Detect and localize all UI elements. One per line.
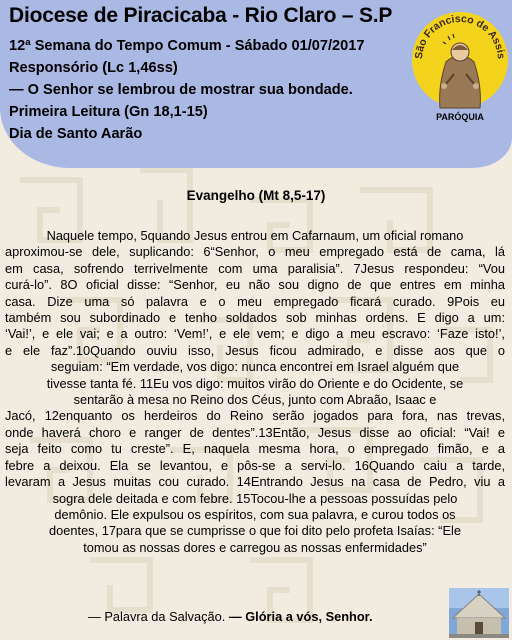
gospel-line: febre a deixou. Ela se levantou, e pôs-se a servi-lo. 16Quando caiu a tarde, xyxy=(5,457,505,473)
gospel-line: Jacó, 12enquanto os herdeiros do Reino serão jogados para fora, nas trevas, xyxy=(5,408,505,424)
gospel-line: curá-lo”. 8O oficial disse: “Senhor, eu não sou digno de que entres em minha xyxy=(5,277,505,293)
gospel-line: sogra dele deitada e com febre. 15Tocou-lhe a pessoas possuídas pelo xyxy=(52,490,458,506)
diocese-title: Diocese de Piracicaba - Rio Claro – S.P xyxy=(9,4,393,27)
gospel-line: aproximou-se dele, suplicando: 6“Senhor, o meu empregado está de cama, lá xyxy=(5,244,505,260)
gospel-line: seguiam: “Em verdade, vos digo: nunca encontrei em Israel alguém que xyxy=(50,359,460,375)
closing-acclamation xyxy=(88,609,373,624)
gospel-line: também sou subordinado e tenho soldados sob minhas ordens. E digo a um: xyxy=(5,310,505,326)
word-of-salvation: — Palavra da Salvação. xyxy=(88,609,226,624)
responsory-reference: Responsório (Lc 1,46ss) xyxy=(9,60,178,76)
gospel-line: seja feito como tu creste”. E, naquela mesma hora, o empregado fimão, e a xyxy=(5,441,505,457)
gospel-title: Evangelho (Mt 8,5-17) xyxy=(186,188,326,203)
gospel-line: doentes, 17para que se cumprisse o que foi dito pelo profeta Isaías: “Ele xyxy=(49,523,461,539)
responsory-text: — O Senhor se lembrou de mostrar sua bondade. xyxy=(9,82,353,98)
gospel-line: demônio. Ele expulsou os espíritos, com sua palavra, e curou todos os xyxy=(54,506,456,522)
gospel-text xyxy=(5,228,505,556)
gospel-line: onde haverá choro e ranger de dentes”.13Então, Jesus disse ao oficial: “Vai! e xyxy=(5,424,505,440)
parish-logo xyxy=(410,4,510,124)
gospel-line: levaram a Jesus muitas cou curado. 14Entrando Jesus na casa de Pedro, viu a xyxy=(5,474,505,490)
saint-of-day: Dia de Santo Aarão xyxy=(9,126,143,142)
gospel-line: ‘Vai!’, e ele vai; e a outro: ‘Vem!’, e ele vem; e digo a meu escravo: ‘Faze isto!’, xyxy=(5,326,505,342)
church-photo xyxy=(449,588,509,638)
gospel-line: e ele faz”.10Quando ouviu isso, Jesus ficou admirado, e disse aos que o xyxy=(5,342,505,358)
gospel-line: casa. Dize uma só palavra e o meu empregado ficará curado. 9Pois eu xyxy=(5,293,505,309)
logo-parish-label: PARÓQUIA xyxy=(436,112,484,122)
glory-response: — Glória a vós, Senhor. xyxy=(228,609,373,624)
gospel-line: em casa, sofrendo terrivelmente com uma paralisia”. 7Jesus respondeu: “Vou xyxy=(5,260,505,276)
first-reading: Primeira Leitura (Gn 18,1-15) xyxy=(9,104,208,120)
liturgical-date: 12ª Semana do Tempo Comum - Sábado 01/07/2017 xyxy=(9,38,365,54)
logo-arc-text: São Francisco de Assis xyxy=(412,12,508,60)
gospel-line: Naquele tempo, 5quando Jesus entrou em Cafarnaum, um oficial romano xyxy=(46,228,464,243)
gospel-line: tivesse tanta fé. 11Eu vos digo: muitos virão do Oriente e do Ocidente, se xyxy=(46,375,464,391)
gospel-line: sentarão à mesa no Reino dos Céus, junto com Abraão, Isaac e xyxy=(73,392,437,408)
gospel-line: tomou as nossas dores e carregou as nossas enfermidades” xyxy=(83,539,427,555)
